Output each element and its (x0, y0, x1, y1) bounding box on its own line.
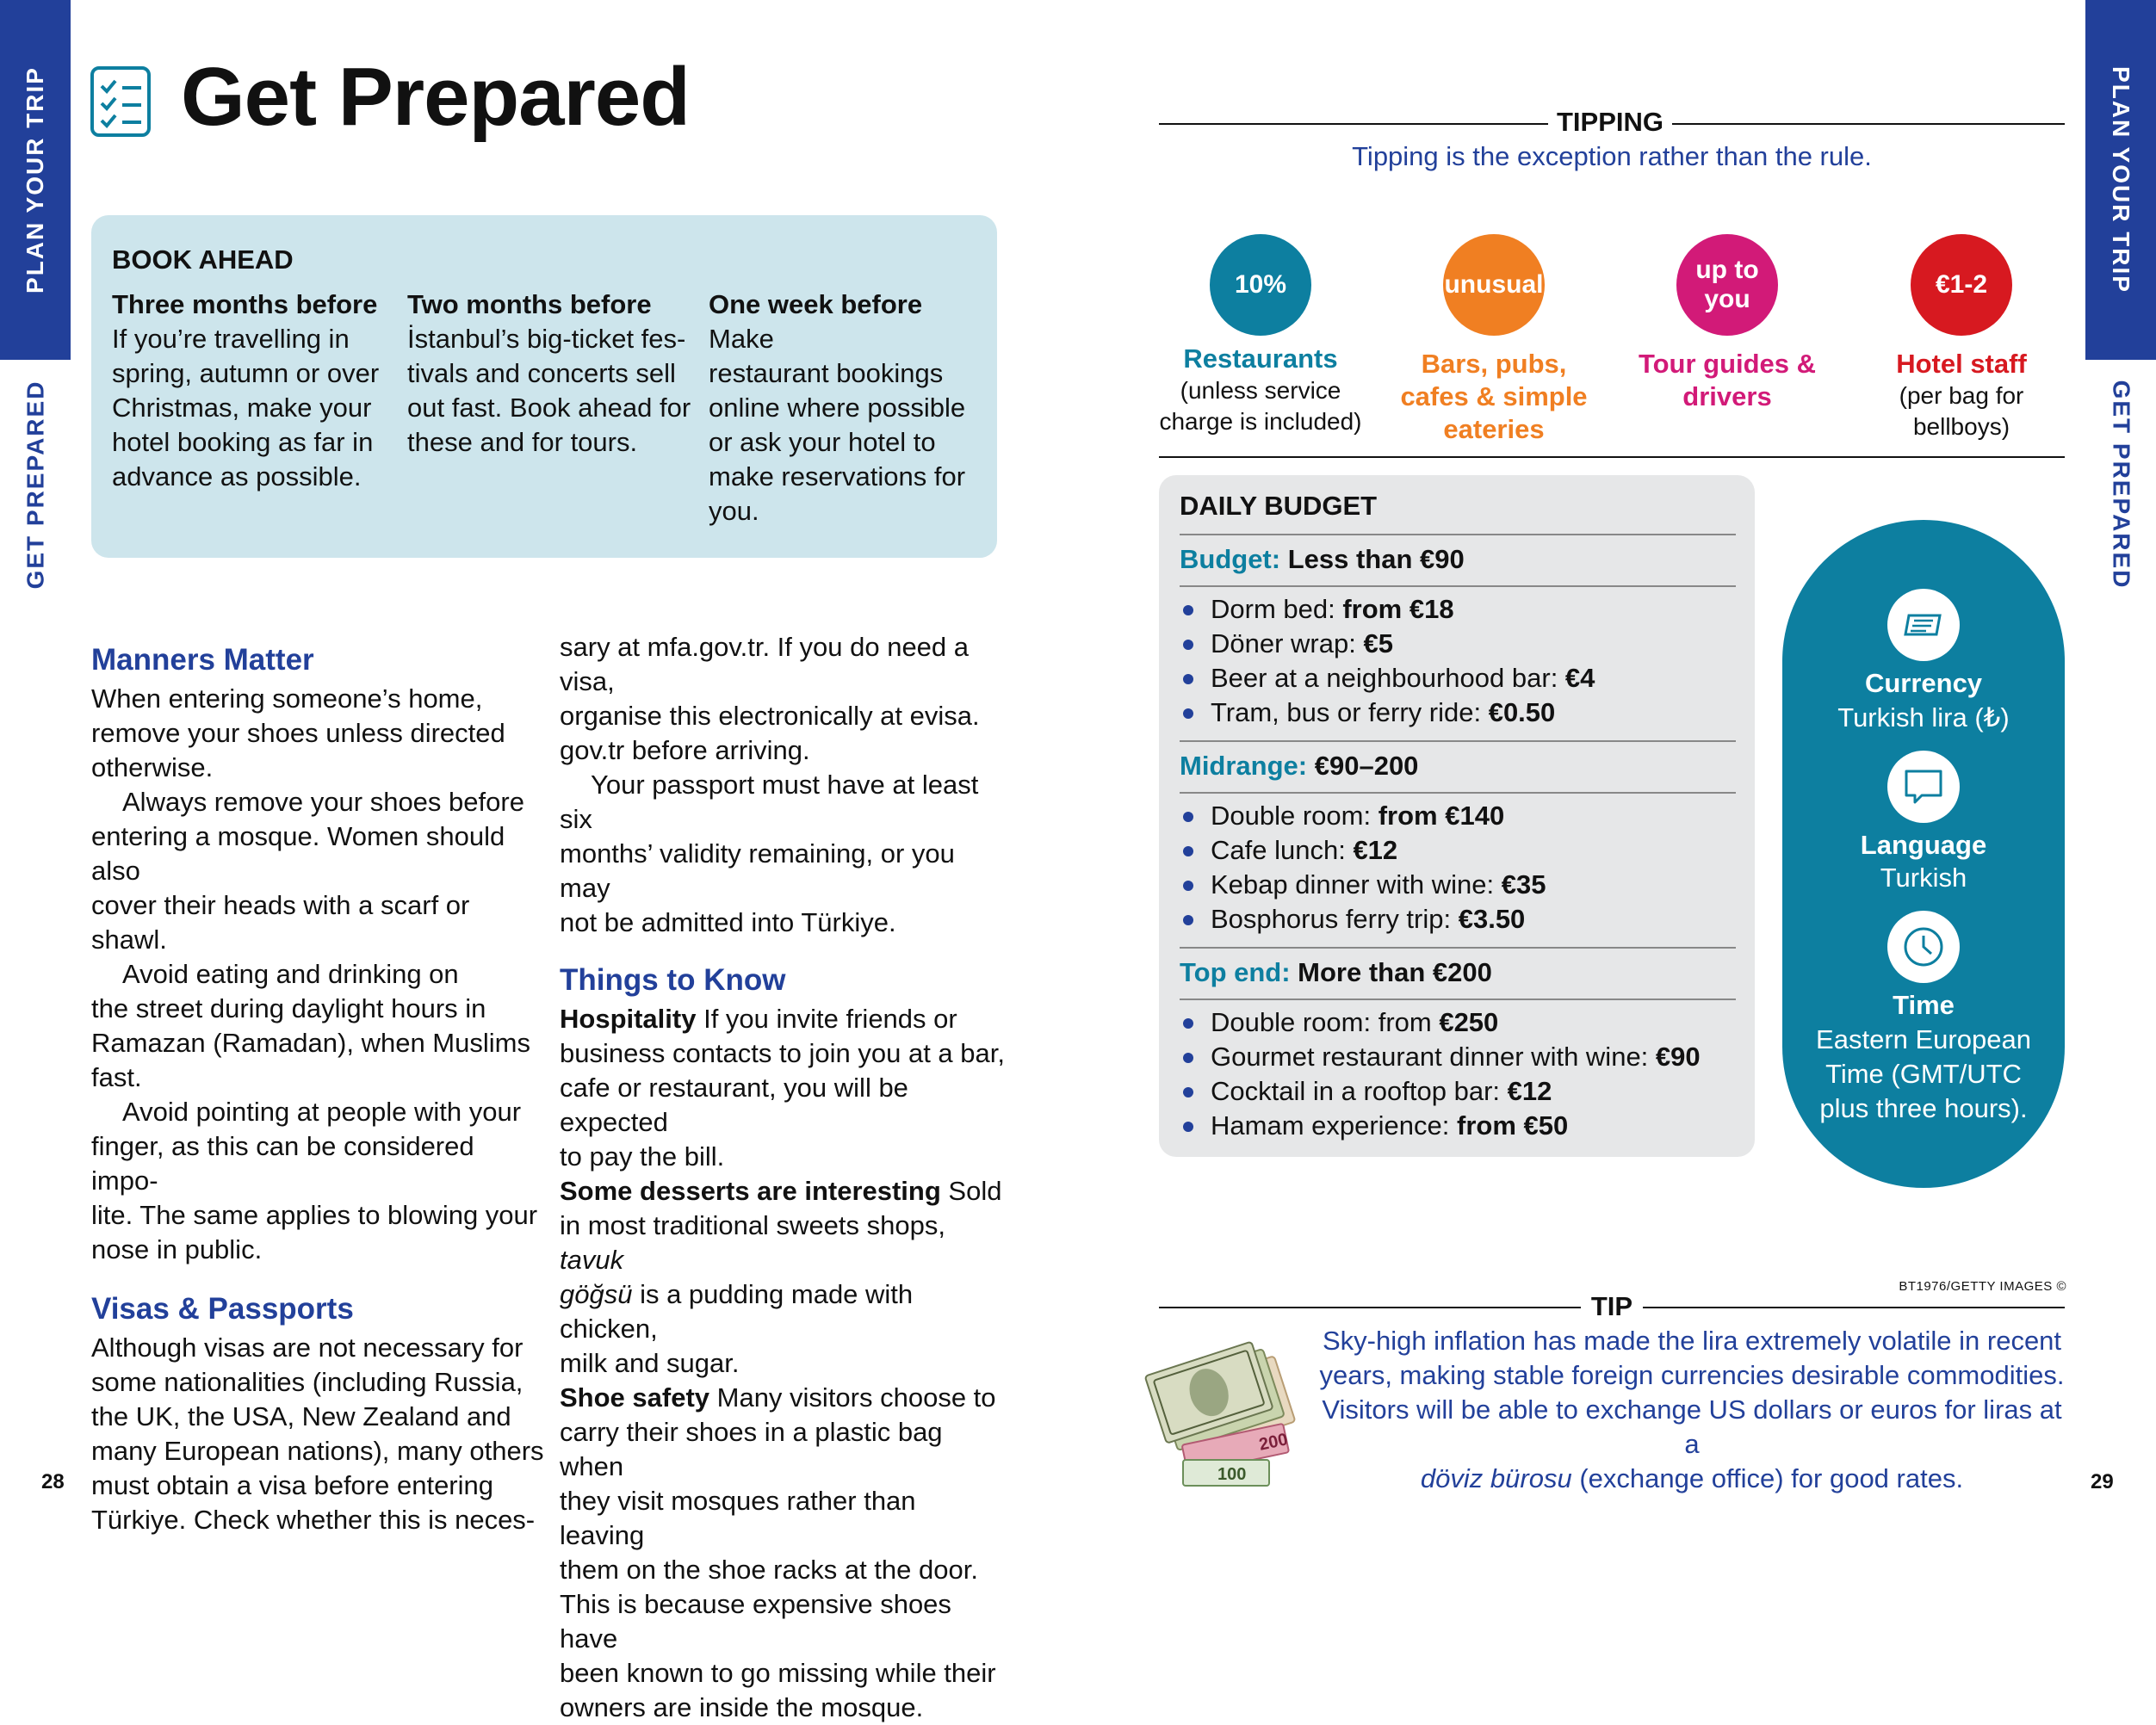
fact-value: plus three hours). (1819, 1093, 2028, 1123)
item-text: Cafe lunch: (1211, 835, 1354, 865)
text-line: Always remove your shoes before (122, 787, 524, 817)
budget-tier-heading (1180, 957, 1492, 988)
text-line: entering a mosque. Women should also (91, 821, 505, 886)
text-line: Many visitors choose to (709, 1382, 996, 1413)
text-line: If you invite friends or (696, 1004, 957, 1034)
section-heading: Manners Matter (91, 643, 314, 677)
book-ahead-heading: BOOK AHEAD (112, 244, 294, 275)
column-title: Two months before (407, 289, 652, 319)
text-line: been known to go missing while their (560, 1658, 996, 1688)
tip-label: drivers (1682, 381, 1772, 411)
text-line: organise this electronically at evisa. (560, 701, 980, 731)
middle-column (560, 630, 1007, 1725)
text-line: sary at mfa.gov.tr. If you do need a visa, (560, 632, 970, 696)
item-text: Double room: from (1211, 1007, 1440, 1037)
book-ahead-box (91, 215, 997, 558)
page-number-right: 29 (2091, 1470, 2114, 1493)
text-line: When entering someone’s home, (91, 683, 483, 714)
tier-level: Top end: (1180, 957, 1291, 987)
text-line: these and for tours. (407, 427, 638, 457)
tip-label: Tour guides & (1638, 349, 1817, 379)
tip-badge (1676, 234, 1778, 336)
visas-text-continued (560, 630, 1007, 940)
item-text: Kebap dinner with wine: (1211, 869, 1502, 900)
daily-budget-box (1159, 475, 1755, 1157)
tip-note: (unless service (1180, 377, 1341, 404)
tier-range: €90–200 (1307, 751, 1419, 781)
divider (1180, 999, 1736, 1000)
divider (1180, 740, 1736, 742)
clock-icon (1887, 911, 1960, 983)
text-line: Avoid pointing at people with your (122, 1097, 522, 1127)
tip-label: Restaurants (1183, 343, 1338, 374)
badge-text: €1-2 (1935, 270, 1988, 299)
tip-badge (1210, 234, 1311, 336)
item-price: from €18 (1342, 594, 1454, 624)
item-text: Döner wrap: (1211, 628, 1364, 658)
budget-heading: DAILY BUDGET (1180, 491, 1378, 521)
item-text: Gourmet restaurant dinner with wine: (1211, 1042, 1656, 1072)
quick-facts-panel (1782, 520, 2065, 1188)
text-line: advance as possible. (112, 461, 362, 492)
badge-text: up to (1695, 256, 1759, 284)
side-tab-label: PLAN YOUR TRIP (2108, 66, 2135, 294)
divider (1159, 1307, 1581, 1308)
item-price: €35 (1501, 869, 1546, 900)
list-item (1180, 799, 1546, 833)
divider (1643, 1307, 2065, 1308)
text-line: in most traditional sweets shops, (560, 1210, 945, 1240)
banknote-icon (1887, 589, 1960, 661)
item-price: €3.50 (1458, 904, 1526, 934)
text-line: owners are inside the mosque. (560, 1692, 924, 1722)
book-ahead-column (709, 288, 993, 529)
column-title: One week before (709, 289, 923, 319)
tier-level: Budget: (1180, 544, 1281, 574)
fact-value: Eastern European (1816, 1024, 2031, 1054)
text-line: months’ validity remaining, or you may (560, 838, 955, 903)
text-line: fast. (91, 1062, 142, 1092)
text-line: Avoid eating and drinking on (122, 959, 459, 989)
item-price: €250 (1439, 1007, 1499, 1037)
text-line: milk and sugar. (560, 1348, 740, 1378)
text-line: hotel booking as far in (112, 427, 374, 457)
item-text: Bosphorus ferry trip: (1211, 904, 1459, 934)
text-line: Although visas are not necessary for (91, 1332, 524, 1363)
item-price: €12 (1507, 1076, 1552, 1106)
item-price: €90 (1655, 1042, 1701, 1072)
page-title: Get Prepared (181, 51, 690, 143)
divider (1180, 792, 1736, 794)
text-line: (exchange office) for good rates. (1571, 1463, 1964, 1493)
item-price: €12 (1353, 835, 1398, 865)
tip-label: cafes & simple (1400, 381, 1588, 411)
tipping-heading: TIPPING (1556, 107, 1663, 137)
banknote-100-label: 100 (1217, 1465, 1247, 1484)
side-tab-plan-your-trip-right (2085, 0, 2156, 360)
text-line: Türkiye. Check whether this is neces- (91, 1505, 536, 1535)
fact-value: Turkish (1880, 862, 1967, 893)
text-line: or ask your hotel to (709, 427, 936, 457)
text-line: remove your shoes unless directed (91, 718, 505, 748)
fact-label: Time (1893, 990, 1955, 1020)
text-line: they visit mosques rather than leaving (560, 1486, 916, 1550)
fact-label: Currency (1864, 668, 1983, 698)
text-line: spring, autumn or over (112, 358, 380, 388)
item-text: Double room: (1211, 801, 1378, 831)
list-item (1180, 868, 1546, 902)
tipping-subtitle: Tipping is the exception rather than the rule. (1352, 141, 1872, 171)
tip-text (1317, 1324, 2066, 1496)
text-line: must obtain a visa before entering (91, 1470, 493, 1500)
fact-value: Time (GMT/UTC (1825, 1059, 2022, 1089)
text-line: years, making stable foreign currencies desirable commodities. (1319, 1360, 2065, 1390)
text-line: Your passport must have at least six (560, 770, 979, 834)
tip-note: charge is included) (1159, 408, 1362, 435)
tip-label: eateries (1443, 414, 1545, 444)
text-line: Sold (940, 1176, 1002, 1206)
item-text: Tram, bus or ferry ride: (1211, 697, 1489, 727)
tip-item-bars (1382, 348, 1606, 446)
tip-item-restaurants (1149, 343, 1372, 437)
list-item (1180, 661, 1595, 696)
text-line: carry their shoes in a plastic bag when (560, 1417, 943, 1481)
italic-term: göğsü (560, 1279, 633, 1309)
side-tab-get-prepared-left (0, 360, 71, 609)
list-item (1180, 833, 1546, 868)
column-title: Three months before (112, 289, 378, 319)
text-line: İstanbul’s big-ticket fes- (407, 324, 686, 354)
budget-tier-heading (1180, 544, 1465, 575)
list-item (1180, 592, 1595, 627)
list-item (1180, 627, 1595, 661)
text-line: If you’re travelling in (112, 324, 350, 354)
tier-range: More than €200 (1290, 957, 1492, 987)
side-tab-plan-your-trip-left (0, 0, 71, 360)
text-line: Visitors will be able to exchange US dollars or euros for liras at a (1322, 1394, 2062, 1459)
side-tab-label: PLAN YOUR TRIP (22, 66, 49, 294)
banknote-200-label: 200 (1257, 1430, 1290, 1455)
text-line: to pay the bill. (560, 1141, 725, 1172)
item-price: from €140 (1378, 801, 1505, 831)
list-item (1180, 902, 1546, 937)
divider (1159, 123, 1548, 125)
text-line: finger, as this can be considered impo- (91, 1131, 474, 1196)
list-item (1180, 1005, 1701, 1040)
text-line: business contacts to join you at a bar, (560, 1038, 1005, 1068)
text-line: cafe or restaurant, you will be expected (560, 1073, 908, 1137)
divider (1159, 456, 2065, 458)
text-line: make reservations for (709, 461, 966, 492)
text-line: some nationalities (including Russia, (91, 1367, 524, 1397)
text-line: you. (709, 496, 759, 526)
text-line: gov.tr before arriving. (560, 735, 810, 765)
item-text: Hamam experience: (1211, 1110, 1458, 1141)
italic-term: döviz bürosu (1420, 1463, 1572, 1493)
badge-text: you (1704, 285, 1750, 313)
fact-label: Language (1860, 830, 1987, 860)
side-tab-label: GET PREPARED (2108, 380, 2135, 590)
budget-list (1180, 799, 1546, 937)
list-item (1180, 1109, 1701, 1143)
text-line: otherwise. (91, 752, 214, 782)
tip-item-hotel-staff (1849, 348, 2073, 442)
tier-range: Less than €90 (1280, 544, 1465, 574)
checklist-icon (90, 65, 152, 142)
tip-label: Bars, pubs, (1421, 349, 1567, 379)
italic-term: tavuk (560, 1245, 624, 1275)
divider (1672, 123, 2065, 125)
text-line: This is because expensive shoes have (560, 1589, 951, 1654)
list-item (1180, 1074, 1701, 1109)
divider (1180, 534, 1736, 535)
tip-note: (per bag for (1899, 382, 2024, 409)
tip-heading: TIP (1590, 1291, 1633, 1321)
item-text: Beer at a neighbourhood bar: (1211, 663, 1565, 693)
text-line: Ramazan (Ramadan), when Muslims (91, 1028, 530, 1058)
tier-level: Midrange: (1180, 751, 1308, 781)
manners-section (91, 639, 548, 1537)
things-text (560, 1002, 1007, 1725)
banknotes-photo (1133, 1315, 1305, 1496)
text-line: Sky-high inflation has made the lira extremely volatile in recent (1322, 1326, 2062, 1356)
text-line: nose in public. (91, 1234, 263, 1264)
item-text: Cocktail in a rooftop bar: (1211, 1076, 1508, 1106)
tip-badge (1911, 234, 2012, 336)
item-price: €0.50 (1488, 697, 1556, 727)
text-line: the UK, the USA, New Zealand and (91, 1401, 511, 1431)
item-price: €5 (1363, 628, 1393, 658)
photo-credit: BT1976/GETTY IMAGES © (1899, 1279, 2066, 1294)
text-line: is a pudding made with chicken, (560, 1279, 914, 1344)
book-ahead-column (407, 288, 700, 460)
page-number-left: 28 (41, 1470, 65, 1493)
side-tab-label: GET PREPARED (22, 380, 49, 590)
text-line: tivals and concerts sell (407, 358, 676, 388)
text-line: the street during daylight hours in (91, 993, 486, 1023)
section-heading: Things to Know (560, 963, 786, 997)
section-heading: Visas & Passports (91, 1292, 354, 1326)
tip-item-guides (1615, 348, 1839, 413)
badge-text: unusual (1444, 270, 1544, 299)
text-line: online where possible (709, 393, 966, 423)
speech-bubble-icon (1887, 751, 1960, 823)
book-ahead-column (112, 288, 396, 494)
text-line: restaurant bookings (709, 358, 944, 388)
term: Hospitality (560, 1004, 697, 1034)
tip-label: Hotel staff (1896, 349, 2027, 379)
text-line: out fast. Book ahead for (407, 393, 691, 423)
text-line: lite. The same applies to blowing your (91, 1200, 538, 1230)
tip-badge (1443, 234, 1545, 336)
item-price: from €50 (1457, 1110, 1569, 1141)
budget-list (1180, 592, 1595, 730)
text-line: not be admitted into Türkiye. (560, 907, 896, 937)
text-line: them on the shoe racks at the door. (560, 1555, 978, 1585)
fact-value: Turkish lira (₺) (1837, 702, 2010, 733)
item-text: Dorm bed: (1211, 594, 1343, 624)
divider (1180, 947, 1736, 949)
text-line: Christmas, make your (112, 393, 372, 423)
text-line: cover their heads with a scarf or shawl. (91, 890, 470, 955)
term: Shoe safety (560, 1382, 710, 1413)
badge-text: 10% (1234, 270, 1287, 299)
budget-tier-heading (1180, 751, 1418, 782)
visas-text (91, 1331, 548, 1537)
divider (1180, 585, 1736, 587)
text-line: Make (709, 324, 774, 354)
list-item (1180, 1040, 1701, 1074)
list-item (1180, 696, 1595, 730)
tip-note: bellboys) (1912, 413, 2010, 440)
budget-list (1180, 1005, 1701, 1143)
text-line: many European nations), many others (91, 1436, 544, 1466)
manners-text (91, 682, 548, 1267)
term: Some desserts are interesting (560, 1176, 941, 1206)
side-tab-get-prepared-right (2085, 360, 2156, 609)
item-price: €4 (1564, 663, 1595, 693)
